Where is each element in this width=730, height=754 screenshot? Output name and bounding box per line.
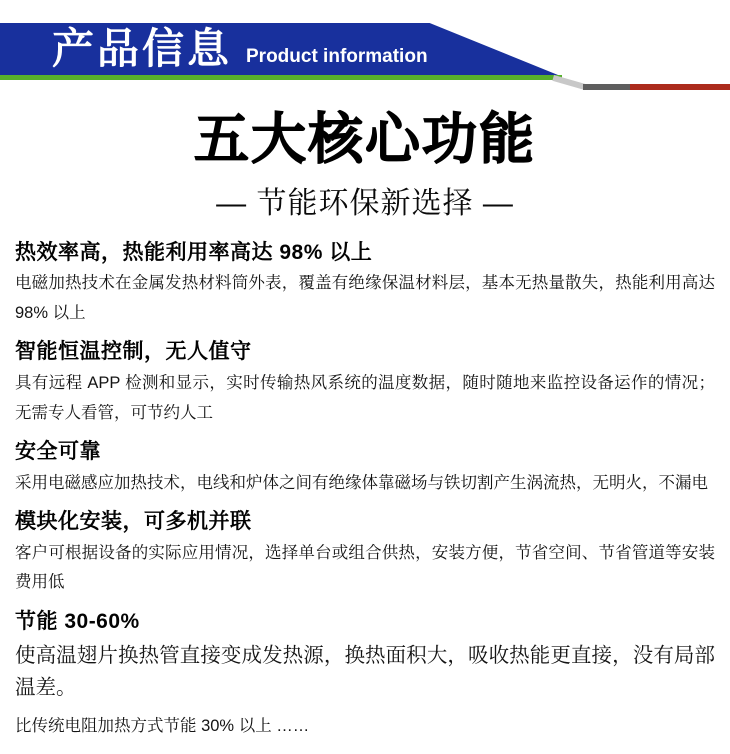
section-heading: 热效率高，热能利用率高达 98% 以上 [15,240,373,264]
banner-title-cn: 产品信息 [52,25,233,72]
banner-dark-gray-stripe [583,84,631,90]
section-note: 比传统电阻加热方式节能 30% 以上 …… [15,716,310,735]
section-body: 电磁加热技术在金属发热材料筒外表，覆盖有绝缘保温材料层，基本无热量散失，热能利用高达 98% 以上 [15,274,715,322]
banner-gray-connector-stripe [552,75,586,90]
section-body: 具有远程 APP 检测和显示，实时传输热风系统的温度数据，随时随地来监控设备运作的情况；无需专人看管，可节约人工 [15,373,715,422]
section-heading: 安全可靠 [15,440,101,464]
banner-green-underline [0,75,562,80]
section-energy-saving [15,608,715,742]
section-heading: 模块化安装，可多机并联 [15,510,252,534]
feature-sections [0,239,730,742]
section-heading: 智能恒温控制，无人值守 [15,340,252,364]
hero [0,108,730,223]
banner-red-stripe [630,84,730,90]
section-body: 客户可根据设备的实际应用情况，选择单台或组合供热，安装方便，节省空间、节省管道等安装费用低 [15,543,715,592]
section-smart-thermostat [15,338,715,428]
section-modular-install [15,508,715,598]
section-heading: 节能 30-60% [15,609,140,633]
page-title: 五大核心功能 [193,108,536,170]
section-body: 采用电磁感应加热技术，电线和炉体之间有绝缘体靠磁场与铁切割产生涡流热，无明火，不漏电 [15,473,708,492]
section-heat-efficiency [15,239,715,329]
banner-title-en: Product information [246,46,428,67]
header-banner [0,0,730,92]
section-body: 使高温翅片换热管直接变成发热源，换热面积大，吸收热能更直接，没有局部温差。 [15,644,715,700]
section-safety [15,438,715,498]
page-subtitle: — 节能环保新选择 — [216,187,514,221]
